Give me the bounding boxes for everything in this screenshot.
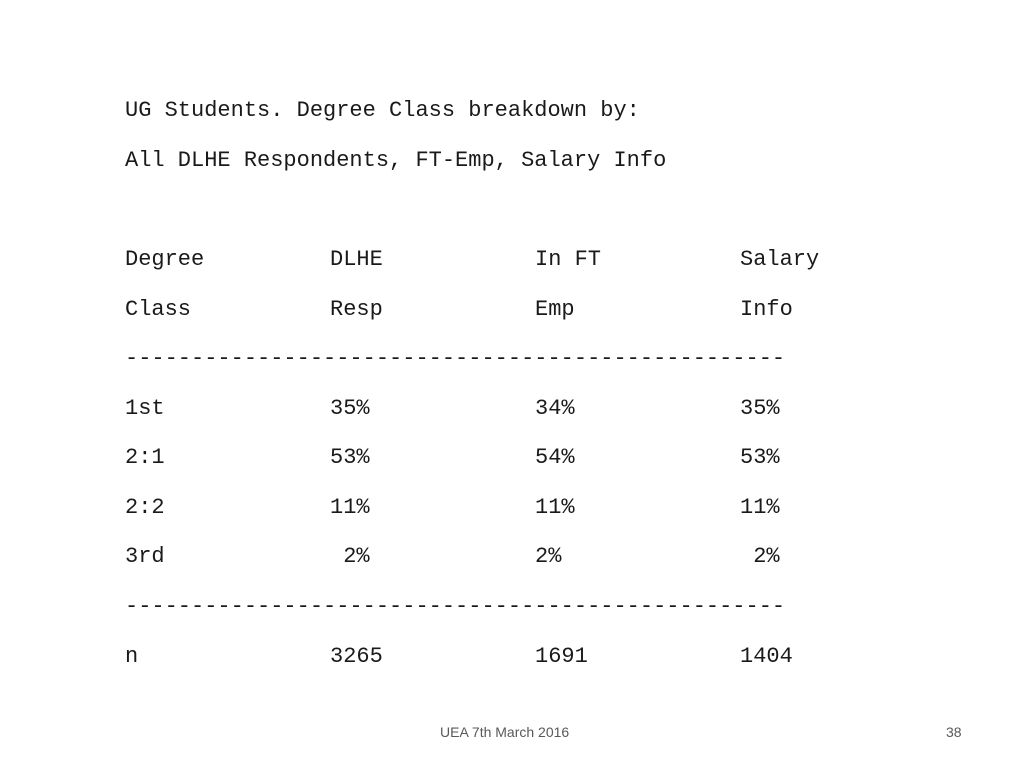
slide-title-line2: All DLHE Respondents, FT-Emp, Salary Info	[125, 148, 667, 173]
table-cell: 35%	[330, 396, 370, 421]
table-cell: 3rd	[125, 544, 165, 569]
table-cell: 53%	[330, 445, 370, 470]
header-salary: Salary	[740, 247, 820, 272]
header-dlhe: DLHE	[330, 247, 383, 272]
totals-label: n	[125, 644, 139, 669]
page-number: 38	[946, 724, 962, 740]
table-cell: 53%	[740, 445, 780, 470]
table-cell: 11%	[535, 495, 575, 520]
table-cell: 1st	[125, 396, 165, 421]
header-degree: Degree	[125, 247, 205, 272]
table-cell: 2%	[330, 544, 370, 569]
table-cell: 35%	[740, 396, 780, 421]
totals-salary: 1404	[740, 644, 793, 669]
table-cell: 11%	[740, 495, 780, 520]
slide-title-line1: UG Students. Degree Class breakdown by:	[125, 98, 640, 123]
header-class: Class	[125, 297, 192, 322]
totals-dlhe: 3265	[330, 644, 383, 669]
table-cell: 54%	[535, 445, 575, 470]
header-in-ft: In FT	[535, 247, 602, 272]
table-divider-top: --------------------------------------------------	[125, 346, 786, 371]
table-cell: 2%	[535, 544, 562, 569]
table-cell: 2%	[740, 544, 780, 569]
table-cell: 2:1	[125, 445, 165, 470]
header-info: Info	[740, 297, 793, 322]
table-cell: 11%	[330, 495, 370, 520]
totals-in-ft: 1691	[535, 644, 588, 669]
table-divider-bottom: --------------------------------------------------	[125, 594, 786, 619]
table-cell: 2:2	[125, 495, 165, 520]
table-cell: 34%	[535, 396, 575, 421]
header-emp: Emp	[535, 297, 575, 322]
header-resp: Resp	[330, 297, 383, 322]
footer-text: UEA 7th March 2016	[440, 724, 570, 740]
